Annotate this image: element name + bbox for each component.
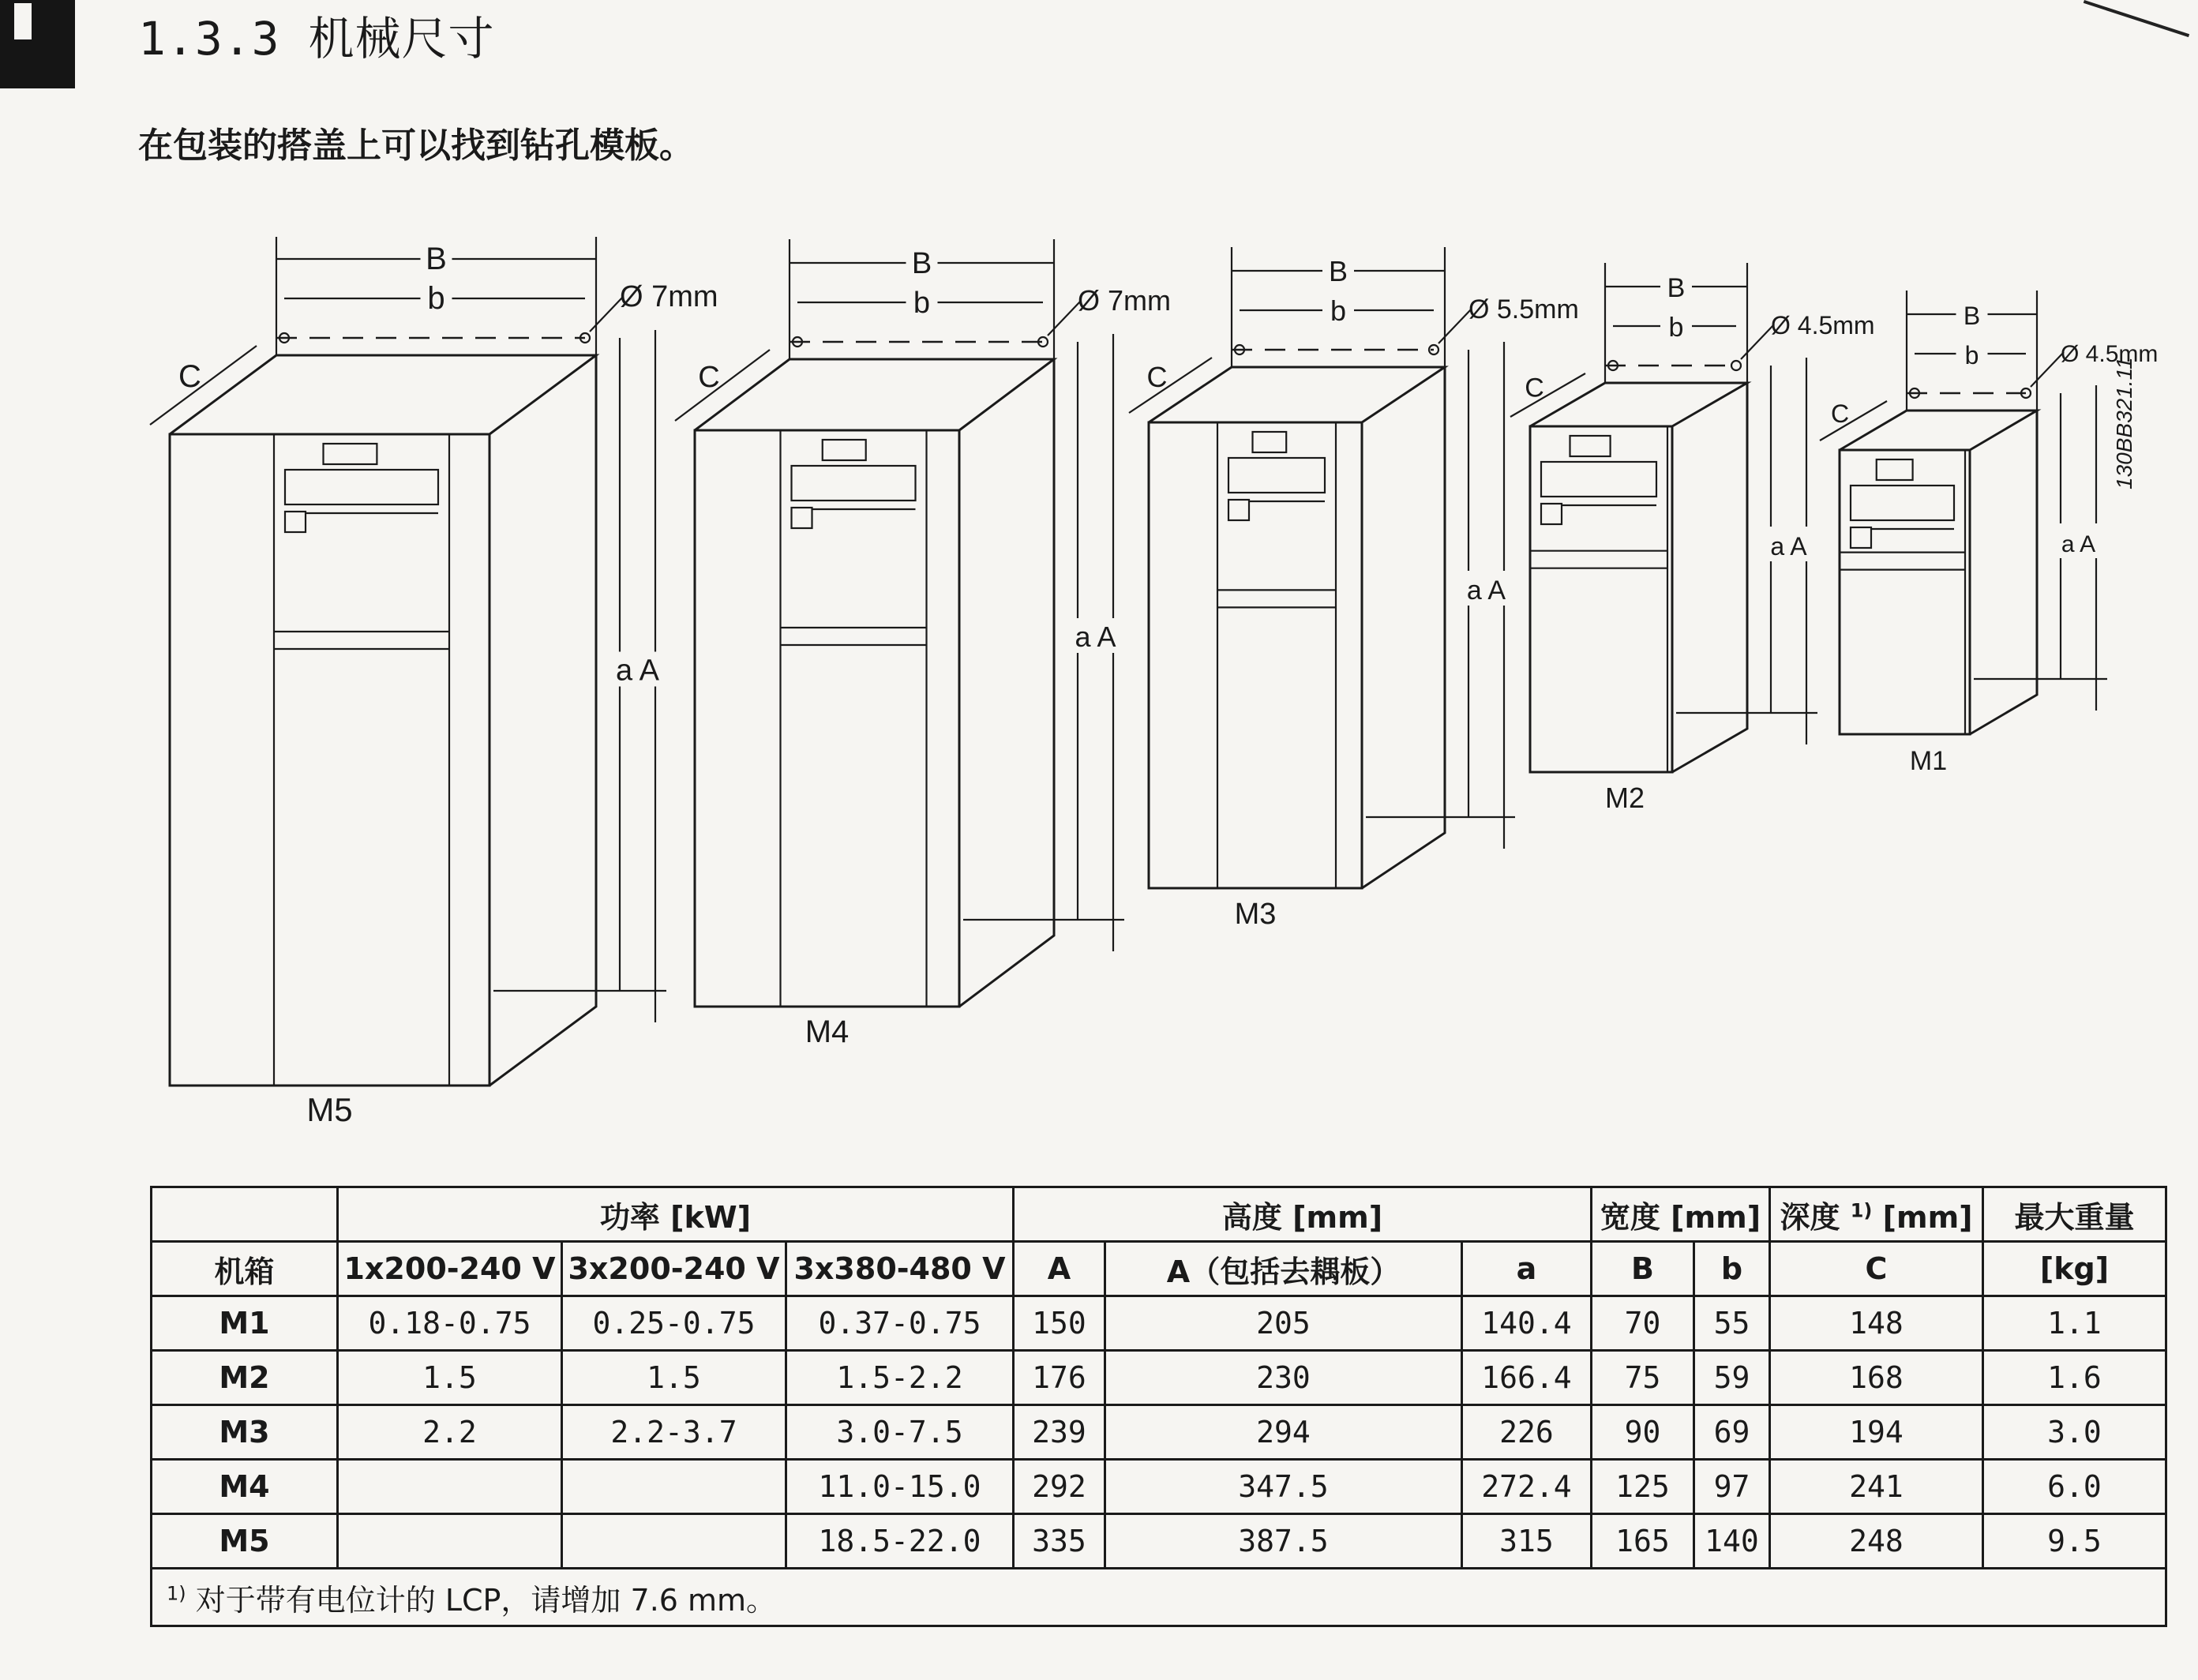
dim-aA-label: a A — [1466, 576, 1506, 606]
dim-B-label: B — [1963, 302, 1981, 330]
front-face — [1530, 426, 1672, 772]
table-cell: 18.5-22.0 — [786, 1514, 1014, 1569]
side-face — [1362, 367, 1445, 888]
table-cell: 239 — [1014, 1405, 1105, 1460]
table-cell: 59 — [1694, 1351, 1770, 1405]
col-depth-C: C — [1770, 1242, 1983, 1296]
dimension-drawing — [0, 237, 2198, 1153]
table-cell: 140.4 — [1462, 1296, 1592, 1351]
table-cell: 55 — [1694, 1296, 1770, 1351]
col-width-B: B — [1592, 1242, 1694, 1296]
col-frame: 机箱 — [152, 1242, 338, 1296]
table-footnote-row — [152, 1569, 2166, 1626]
keypad-button — [1851, 527, 1871, 548]
table-cell: 230 — [1105, 1351, 1462, 1405]
top-face — [695, 359, 1054, 430]
table-row — [152, 1296, 2166, 1351]
depth-unit: [mm] — [1882, 1199, 1973, 1235]
col-height-A-plate: A（包括去耦板） — [1105, 1242, 1462, 1296]
dim-C-label: C — [698, 361, 720, 394]
drive-unit-m4 — [675, 239, 1171, 1049]
footnote-mark: 1) — [167, 1581, 186, 1604]
dim-C-line — [1510, 373, 1585, 417]
hole-diameter-label: Ø 4.5mm — [1771, 311, 1875, 339]
table-cell: 168 — [1770, 1351, 1983, 1405]
frame-label: M1 — [1909, 746, 1948, 776]
table-cell: 165 — [1592, 1514, 1694, 1569]
top-face — [1530, 383, 1747, 426]
table-cell — [338, 1460, 562, 1514]
hole-diameter-label: Ø 7mm — [620, 280, 718, 313]
col-width-b: b — [1694, 1242, 1770, 1296]
table-cell: 347.5 — [1105, 1460, 1462, 1514]
dim-C-label: C — [1525, 373, 1544, 403]
table-cell: 11.0-15.0 — [786, 1460, 1014, 1514]
table-cell: 2.2-3.7 — [562, 1405, 786, 1460]
keypad-button — [792, 508, 812, 528]
table-cell: 1.5-2.2 — [786, 1351, 1014, 1405]
depth-group-header — [1770, 1187, 1983, 1242]
table-cell: 75 — [1592, 1351, 1694, 1405]
col-power-3x200: 3x200-240 V — [562, 1242, 786, 1296]
table-cell: 2.2 — [338, 1405, 562, 1460]
table-group-header-row — [152, 1187, 2166, 1242]
table-cell: 194 — [1770, 1405, 1983, 1460]
table-row — [152, 1514, 2166, 1569]
intro-text: 在包装的搭盖上可以找到钻孔模板。 — [138, 126, 694, 166]
table-cell: 1.6 — [1983, 1351, 2166, 1405]
drive-unit-m2 — [1510, 263, 1875, 814]
hole-leader — [1438, 309, 1472, 343]
section-heading — [138, 2, 495, 68]
hole-leader — [1048, 301, 1081, 336]
table-cell: 1.1 — [1983, 1296, 2166, 1351]
table-cell: 205 — [1105, 1296, 1462, 1351]
table-cell: 248 — [1770, 1514, 1983, 1569]
table-cell — [562, 1514, 786, 1569]
keypad-panel — [285, 470, 438, 504]
col-power-1x200: 1x200-240 V — [338, 1242, 562, 1296]
table-cell: 335 — [1014, 1514, 1105, 1569]
dim-C-label: C — [1146, 361, 1168, 393]
table-cell: 9.5 — [1983, 1514, 2166, 1569]
hole-diameter-label: Ø 4.5mm — [2061, 341, 2159, 367]
keypad-panel — [1541, 462, 1656, 497]
table-cell: 1.5 — [338, 1351, 562, 1405]
hole-diameter-label: Ø 7mm — [1078, 284, 1172, 317]
table-cell: M4 — [152, 1460, 338, 1514]
table-cell: 148 — [1770, 1296, 1983, 1351]
table-cell: M1 — [152, 1296, 338, 1351]
top-face — [1840, 411, 2037, 450]
table-cell: 315 — [1462, 1514, 1592, 1569]
keypad-button — [1228, 500, 1249, 520]
side-face — [1970, 411, 2037, 734]
dim-aA-label: a A — [2061, 531, 2096, 557]
section-number: 1.3.3 — [138, 12, 280, 66]
dim-C-line — [1820, 401, 1887, 441]
table-column-header-row — [152, 1242, 2166, 1296]
page-edge-marker — [0, 0, 75, 88]
table-footnote — [152, 1569, 2166, 1626]
table-cell: M2 — [152, 1351, 338, 1405]
col-height-A: A — [1014, 1242, 1105, 1296]
table-cell: 292 — [1014, 1460, 1105, 1514]
footnote-text: 对于带有电位计的 LCP，请增加 7.6 mm。 — [195, 1582, 777, 1618]
frame-label: M2 — [1604, 782, 1645, 814]
side-face — [489, 355, 596, 1086]
front-face — [170, 434, 489, 1086]
drive-unit-m5 — [150, 237, 718, 1128]
table-cell: 176 — [1014, 1351, 1105, 1405]
hole-leader — [2031, 352, 2064, 387]
col-power-3x380: 3x380-480 V — [786, 1242, 1014, 1296]
table-cell: 90 — [1592, 1405, 1694, 1460]
table-cell: 150 — [1014, 1296, 1105, 1351]
display-window — [1570, 436, 1611, 456]
table-cell: 387.5 — [1105, 1514, 1462, 1569]
dim-aA-label: a A — [1075, 621, 1116, 653]
table-cell: 125 — [1592, 1460, 1694, 1514]
display-window — [1877, 459, 1913, 480]
dimension-table — [150, 1186, 2167, 1627]
table-cell: M3 — [152, 1405, 338, 1460]
display-window — [324, 444, 377, 464]
frame-label: M5 — [306, 1091, 353, 1128]
table-cell: 0.37-0.75 — [786, 1296, 1014, 1351]
dim-b-label: b — [1330, 294, 1347, 327]
table-cell: 1.5 — [562, 1351, 786, 1405]
dim-C-label: C — [1830, 399, 1850, 428]
table-cell — [562, 1460, 786, 1514]
dim-B-label: B — [1328, 255, 1348, 287]
table-cell: 226 — [1462, 1405, 1592, 1460]
table-cell: 6.0 — [1983, 1460, 2166, 1514]
drive-unit-m1 — [1820, 291, 2158, 776]
front-face — [1840, 450, 1970, 734]
table-cell: 69 — [1694, 1405, 1770, 1460]
frame-label: M3 — [1234, 898, 1277, 931]
table-row — [152, 1405, 2166, 1460]
top-face — [170, 355, 596, 434]
front-face — [695, 430, 959, 1007]
table-cell: M5 — [152, 1514, 338, 1569]
hole-diameter-label: Ø 5.5mm — [1468, 294, 1579, 324]
table-cell: 140 — [1694, 1514, 1770, 1569]
hole-leader — [1741, 324, 1774, 359]
table-cell: 3.0-7.5 — [786, 1405, 1014, 1460]
table-cell: 166.4 — [1462, 1351, 1592, 1405]
section-title: 机械尺寸 — [308, 12, 495, 66]
dim-aA-label: a A — [1770, 532, 1807, 561]
table-cell — [338, 1514, 562, 1569]
table-row — [152, 1351, 2166, 1405]
table-cell: 294 — [1105, 1405, 1462, 1460]
depth-label: 深度 — [1780, 1199, 1840, 1235]
hole-leader — [590, 297, 623, 332]
table-row — [152, 1460, 2166, 1514]
corner-rule — [2084, 0, 2189, 37]
table-cell: 0.18-0.75 — [338, 1296, 562, 1351]
dim-B-label: B — [426, 242, 447, 276]
keypad-panel — [1851, 486, 1954, 520]
display-window — [1253, 432, 1287, 452]
power-group-header: 功率 [kW] — [338, 1187, 1014, 1242]
table-cell: 70 — [1592, 1296, 1694, 1351]
drive-unit-m3 — [1129, 247, 1579, 931]
col-weight-unit: [kg] — [1983, 1242, 2166, 1296]
table-cell: 3.0 — [1983, 1405, 2166, 1460]
display-window — [823, 440, 866, 460]
depth-note-mark: 1) — [1850, 1198, 1873, 1221]
dim-b-label: b — [913, 287, 931, 320]
frame-label: M4 — [805, 1014, 850, 1049]
dim-B-label: B — [911, 247, 932, 280]
table-cell: 97 — [1694, 1460, 1770, 1514]
height-group-header: 高度 [mm] — [1014, 1187, 1592, 1242]
dim-b-label: b — [1668, 313, 1684, 343]
table-cell: 241 — [1770, 1460, 1983, 1514]
keypad-button — [1541, 504, 1562, 524]
dim-C-label: C — [178, 359, 201, 394]
dim-C-line — [1129, 358, 1212, 413]
table-corner-cell — [152, 1187, 338, 1242]
dim-aA-label: a A — [616, 654, 659, 688]
dim-b-label: b — [1964, 341, 1979, 369]
top-face — [1149, 367, 1445, 422]
side-face — [959, 359, 1054, 1007]
keypad-panel — [792, 466, 916, 501]
dim-b-label: b — [427, 281, 445, 316]
width-group-header: 宽度 [mm] — [1592, 1187, 1770, 1242]
dim-C-line — [150, 346, 257, 425]
weight-group-header: 最大重量 — [1983, 1187, 2166, 1242]
dim-B-label: B — [1667, 273, 1686, 303]
table-cell: 272.4 — [1462, 1460, 1592, 1514]
table-cell: 0.25-0.75 — [562, 1296, 786, 1351]
keypad-button — [285, 512, 306, 532]
figure-code: 130BB321.11 — [2112, 357, 2136, 489]
col-height-a: a — [1462, 1242, 1592, 1296]
keypad-panel — [1228, 458, 1325, 493]
